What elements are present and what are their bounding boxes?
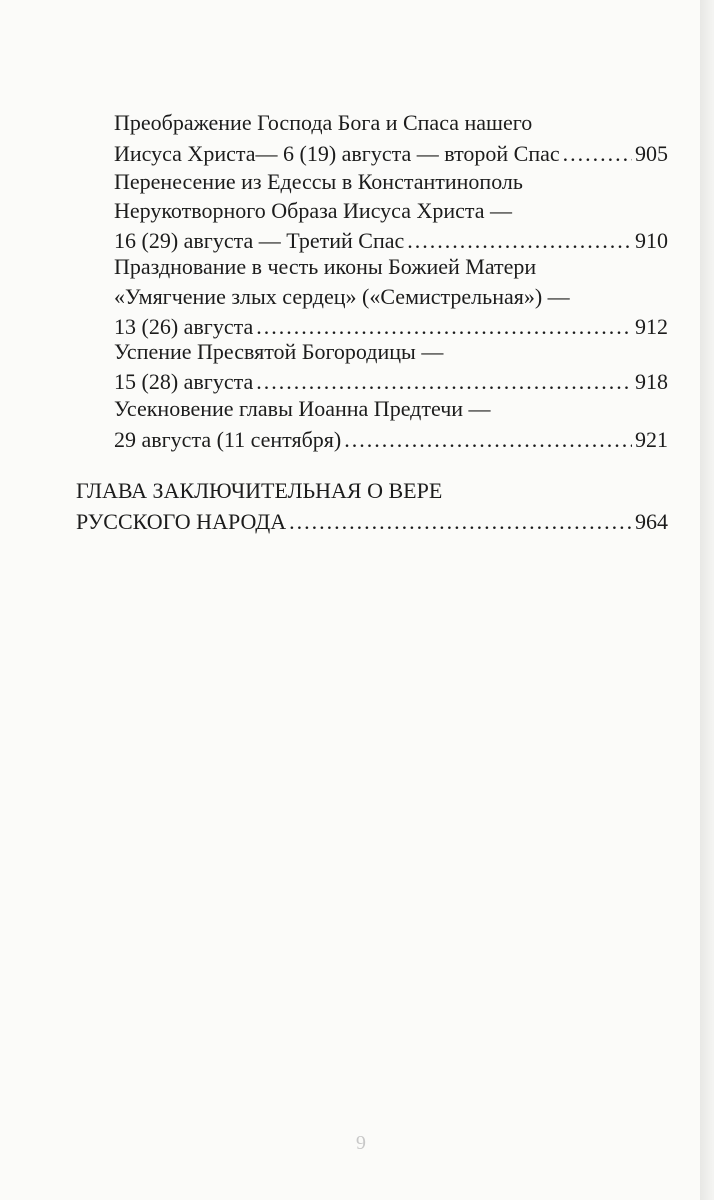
toc-entry-3-page: 912 [635,314,668,339]
toc-entry-1-line-2: Иисуса Христа— 6 (19) августа — второй Спас [114,141,560,166]
toc-entry-2-line-2: Нерукотворного Образа Иисуса Христа — [114,198,513,223]
toc-entry-1-last-line[interactable] [114,139,668,169]
page-edge [700,0,714,1200]
toc-entry-2-page: 910 [635,228,668,253]
dot-leader [256,367,632,397]
toc-entry-5-last-line[interactable] [114,425,668,455]
toc-entry-2-line-1: Перенесение из Едессы в Константинополь [114,169,523,194]
toc-entry-5-line-1: Усекновение главы Иоанна Предтечи — [114,396,491,421]
toc-entry-5-page: 921 [635,427,668,452]
dot-leader [289,507,632,537]
toc-chapter-page: 964 [635,509,668,534]
dot-leader [344,425,632,455]
toc-entry-5-line-2: 29 августа (11 сентября) [114,427,342,452]
dot-leader [563,139,632,169]
toc-chapter-line-1: ГЛАВА ЗАКЛЮЧИТЕЛЬНАЯ О ВЕРЕ [76,478,443,503]
page-folio: 6 [356,1131,366,1153]
toc-entry-1-page: 905 [635,141,668,166]
toc-entry-3-line-2: «Умягчение злых сердец» («Семистрельная») — [114,284,570,309]
toc-entry-2-line-3: 16 (29) августа — Третий Спас [114,228,405,253]
toc-entry-3-line-1: Празднование в честь иконы Божией Матери [114,254,537,279]
toc-chapter-line-2: РУССКОГО НАРОДА [76,509,287,534]
toc-entry-3-line-3: 13 (26) августа [114,314,254,339]
toc-entry-4-last-line[interactable] [114,367,668,397]
toc-entry-4-page: 918 [635,369,668,394]
toc-entry-4-line-2: 15 (28) августа [114,369,254,394]
toc-entry-4-line-1: Успение Пресвятой Богородицы — [114,339,444,364]
toc-chapter-last-line[interactable] [76,507,668,537]
toc-entry-1-line-1: Преображение Господа Бога и Спаса нашего [114,110,533,135]
